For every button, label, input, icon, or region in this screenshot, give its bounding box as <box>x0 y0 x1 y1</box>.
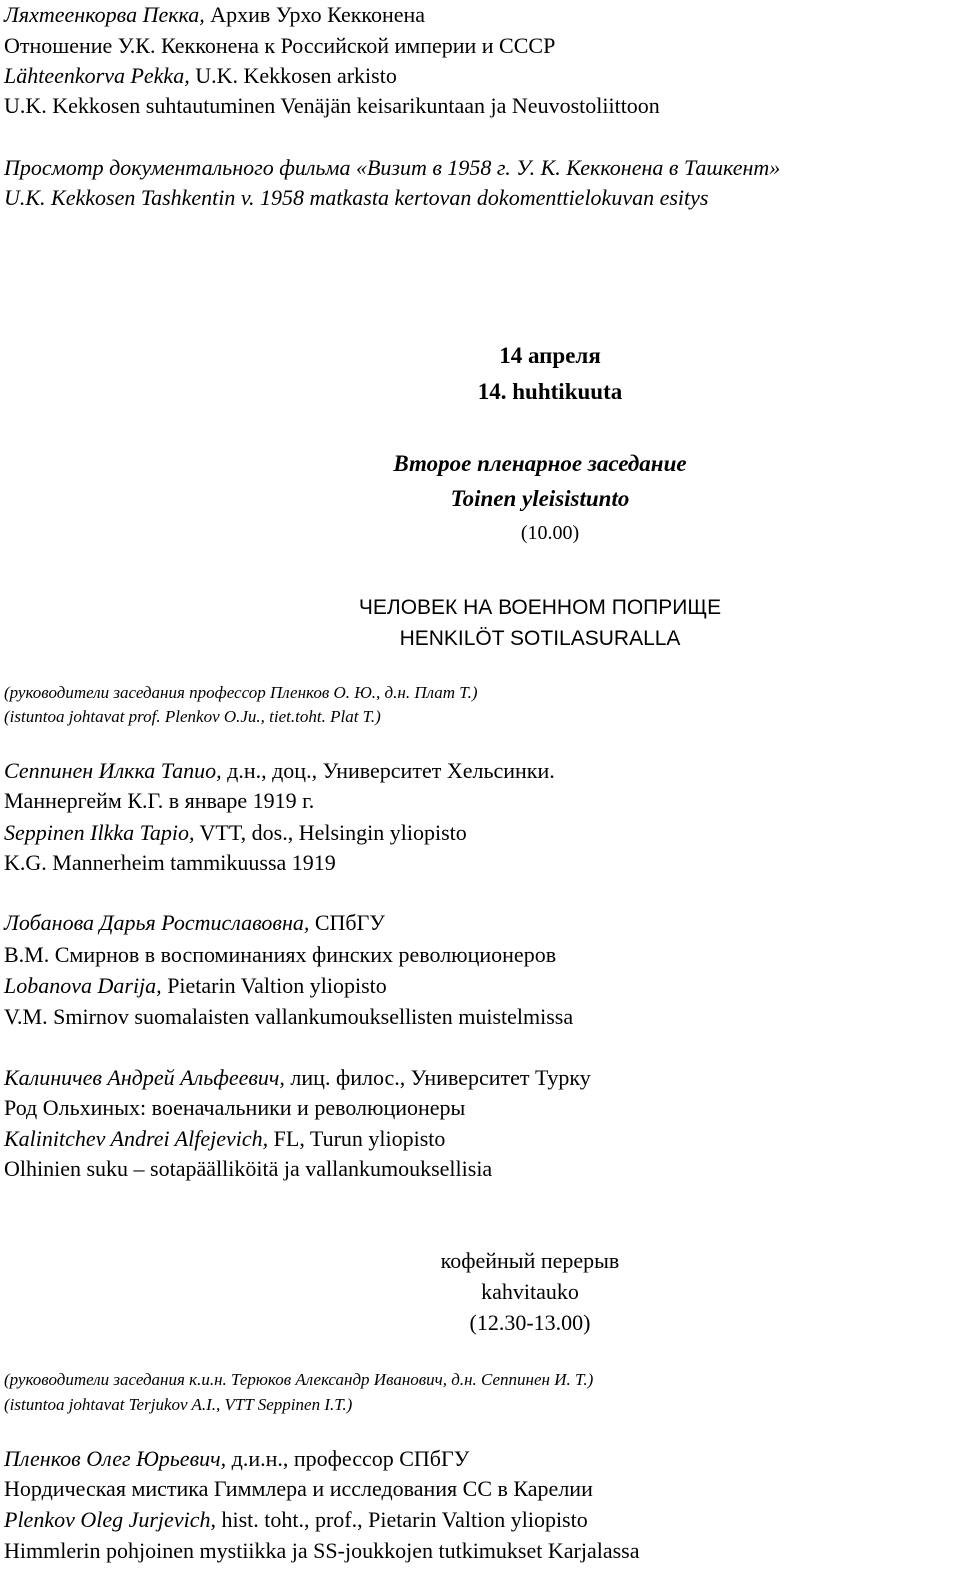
film-title-fi: U.K. Kekkosen Tashkentin v. 1958 matkasta kertovan dokomenttielokuvan esitys <box>4 185 709 210</box>
date-ru: 14 апреля <box>499 343 601 368</box>
header-line-2: Отношение У.К. Кекконена к Российской империи и СССР <box>4 33 556 58</box>
talk-1-title-ru: Маннергейм К.Г. в январе 1919 г. <box>4 788 315 813</box>
speaker-name: Kalinitchev Andrei Alfejevich, <box>4 1126 269 1151</box>
break-ru: кофейный перерыв <box>440 1248 620 1273</box>
speaker-name: Пленков Олег Юрьевич, <box>4 1446 227 1471</box>
chairs-2-fi: (istuntoa johtavat Terjukov A.I., VTT Seppinen I.T.) <box>4 1395 353 1414</box>
speaker-affiliation: FL, Turun yliopisto <box>268 1126 446 1151</box>
author-affiliation: Архив Урхо Кекконена <box>204 2 426 27</box>
speaker-affiliation: лиц. филос., Университет Турку <box>284 1065 591 1090</box>
speaker-affiliation: hist. toht., prof., Pietarin Valtion yliopisto <box>215 1507 588 1532</box>
break-fi: kahvitauko <box>481 1279 579 1304</box>
talk-1-speaker-fi <box>4 822 467 844</box>
chairs-fi: (istuntoa johtavat prof. Plenkov O.Ju., tiet.toht. Plat T.) <box>4 707 381 726</box>
talk-3-title-ru: Род Ольхиных: военачальники и революционеры <box>4 1095 466 1120</box>
talk-4-title-ru: Нордическая мистика Гиммлера и исследования СС в Карелии <box>4 1476 593 1501</box>
theme-ru: ЧЕЛОВЕК НА ВОЕННОМ ПОПРИЩЕ <box>358 596 722 619</box>
talk-4-speaker-ru <box>4 1448 469 1470</box>
talk-4-title-fi: Himmlerin pohjoinen mystiikka ja SS-joukkojen tutkimukset Karjalassa <box>4 1538 640 1563</box>
break-time: (12.30-13.00) <box>469 1310 591 1335</box>
speaker-name: Lobanova Darija, <box>4 973 162 998</box>
speaker-affiliation: д.и.н., профессор СПбГУ <box>226 1446 470 1471</box>
talk-4-speaker-fi <box>4 1509 588 1531</box>
speaker-affiliation: Pietarin Valtion yliopisto <box>161 973 387 998</box>
author-affiliation-fi: U.K. Kekkosen arkisto <box>189 63 397 88</box>
session-title-fi: Toinen yleisistunto <box>450 486 630 511</box>
header-line-4: U.K. Kekkosen suhtautuminen Venäjän keisarikuntaan ja Neuvostoliittoon <box>4 93 660 118</box>
talk-2-speaker-ru <box>4 912 385 934</box>
session-title-ru: Второе пленарное заседание <box>393 451 687 476</box>
talk-3-speaker-ru <box>4 1067 591 1089</box>
session-time: (10.00) <box>520 522 580 544</box>
talk-3-title-fi: Olhinien suku – sotapäälliköitä ja vallankumouksellisia <box>4 1156 493 1181</box>
talk-1-title-fi: K.G. Mannerheim tammikuussa 1919 <box>4 850 336 875</box>
speaker-affiliation: д.н., доц., Университет Хельсинки. <box>221 758 555 783</box>
header-line-3 <box>4 65 397 87</box>
talk-2-title-fi: V.M. Smirnov suomalaisten vallankumouksellisten muistelmissa <box>4 1004 574 1029</box>
date-fi: 14. huhtikuuta <box>477 379 623 404</box>
film-title-ru: Просмотр документального фильма «Визит в 1958 г. У. К. Кекконена в Ташкент» <box>4 155 781 180</box>
speaker-name: Сеппинен Илкка Тапио, <box>4 758 222 783</box>
speaker-affiliation: VTT, dos., Helsingin yliopisto <box>194 820 467 845</box>
talk-1-speaker-ru <box>4 760 555 782</box>
speaker-name: Plenkov Oleg Jurjevich, <box>4 1507 216 1532</box>
talk-2-title-ru: В.М. Смирнов в воспоминаниях финских революционеров <box>4 942 557 967</box>
speaker-affiliation: СПбГУ <box>309 910 385 935</box>
chairs-ru: (руководители заседания профессор Пленков О. Ю., д.н. Плат Т.) <box>4 683 478 702</box>
header-line-1 <box>4 4 425 26</box>
speaker-name: Калиничев Андрей Альфеевич, <box>4 1065 285 1090</box>
author-name-fi: Lähteenkorva Pekka, <box>4 63 190 88</box>
speaker-name: Лобанова Дарья Ростиславовна, <box>4 910 310 935</box>
speaker-name: Seppinen Ilkka Tapio, <box>4 820 195 845</box>
talk-2-speaker-fi <box>4 975 387 997</box>
chairs-2-ru: (руководители заседания к.и.н. Терюков Александр Иванович, д.н. Сеппинен И. Т.) <box>4 1370 594 1389</box>
author-name: Ляхтеенкорва Пекка, <box>4 2 205 27</box>
talk-3-speaker-fi <box>4 1128 445 1150</box>
theme-fi: HENKILÖT SOTILASURALLA <box>399 627 681 650</box>
